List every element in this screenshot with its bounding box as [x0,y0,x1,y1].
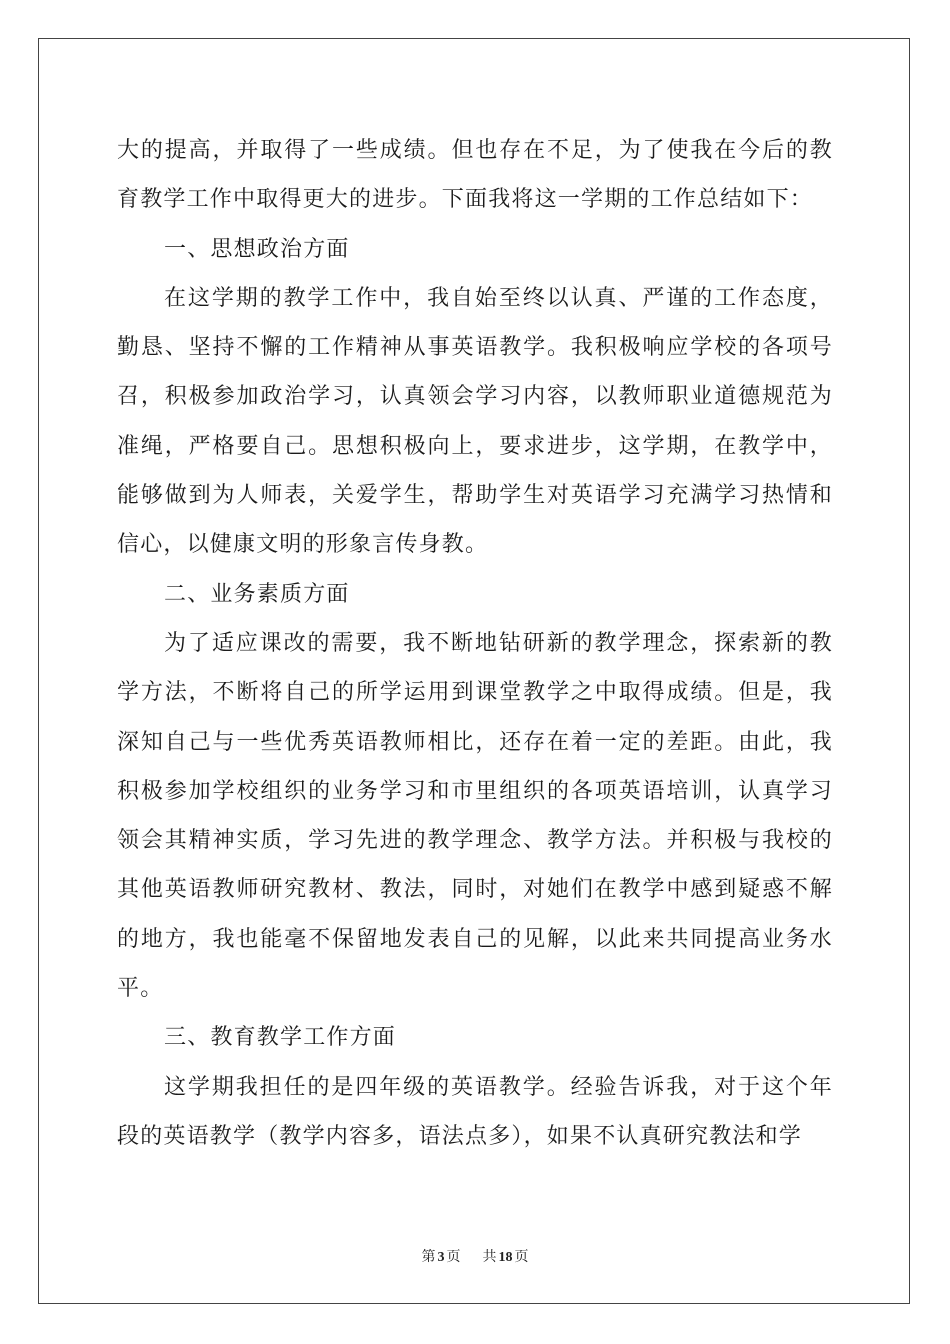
document-body [117,126,833,1161]
section-heading-political: 一、思想政治方面 [164,236,350,262]
page-indicator: 第 3 页 [421,1250,461,1265]
total-pages-indicator: 共 18 页 [482,1250,529,1265]
section-heading-professional: 二、业务素质方面 [164,581,350,607]
paragraph-continuation: 大的提高，并取得了一些成绩。但也存在不足，为了使我在今后的教育教学工作中取得更大的进步。下面我将这一学期的工作总结如下： [117,138,833,213]
section-heading-teaching: 三、教育教学工作方面 [164,1025,397,1051]
paragraph-teaching: 这学期我担任的是四年级的英语教学。经验告诉我，对于这个年段的英语教学（教学内容多，语法点多），如果不认真研究教法和学 [117,1074,833,1149]
page-footer [0,1246,950,1266]
paragraph-professional: 为了适应课改的需要，我不断地钻研新的教学理念，探索新的教学方法，不断将自己的所学运用到课堂教学之中取得成绩。但是，我深知自己与一些优秀英语教师相比，还存在着一定的差距。由此，我积极参加学校组织的业务学习和市里组织的各项英语培训，认真学习领会其精神实质，学习先进的教学理念、教学方法。并积极与我校的其他英语教师研究教材、教法，同时，对她们在教学中感到疑惑不解的地方，我也能毫不保留地发表自己的见解，以此来共同提高业务水平。 [117,630,833,1002]
paragraph-political: 在这学期的教学工作中，我自始至终以认真、严谨的工作态度，勤恳、坚持不懈的工作精神从事英语教学。我积极响应学校的各项号召，积极参加政治学习，认真领会学习内容，以教师职业道德规范为准绳，严格要自己。思想积极向上，要求进步，这学期，在教学中，能够做到为人师表，关爱学生，帮助学生对英语学习充满学习热情和信心，以健康文明的形象言传身教。 [117,285,833,558]
